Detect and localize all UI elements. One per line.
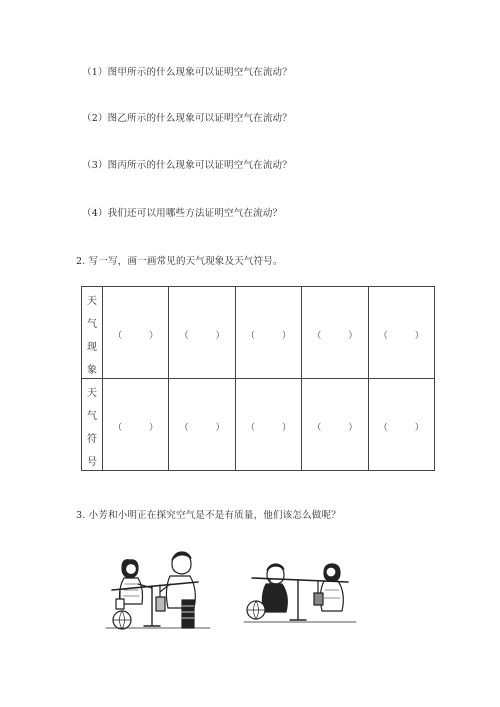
section-2-title: 2. 写一写，画一画常见的天气现象及天气符号。 bbox=[76, 256, 283, 267]
label-char: 气 bbox=[87, 411, 97, 422]
phenomenon-cell[interactable] bbox=[235, 287, 301, 379]
phenomenon-cell[interactable] bbox=[169, 287, 235, 379]
blank-parentheses: （ ） bbox=[113, 331, 159, 341]
question-4: （4）我们还可以用哪些方法证明空气在流动？ bbox=[82, 208, 283, 219]
label-char: 天 bbox=[87, 388, 97, 399]
question-1: （1）图甲所示的什么现象可以证明空气在流动？ bbox=[82, 67, 292, 78]
blank-parentheses: （ ） bbox=[113, 423, 159, 433]
label-char: 号 bbox=[87, 457, 97, 468]
illustration-children-balance-left bbox=[100, 540, 220, 632]
symbol-cell[interactable] bbox=[302, 379, 368, 471]
weather-phenomenon-row bbox=[82, 287, 435, 379]
weather-symbol-label bbox=[82, 379, 103, 471]
illustration-children-balance-right bbox=[240, 550, 360, 630]
weather-table bbox=[81, 286, 435, 471]
question-3: （3）图丙所示的什么现象可以证明空气在流动？ bbox=[82, 160, 292, 171]
question-2: （2）图乙所示的什么现象可以证明空气在流动？ bbox=[82, 113, 292, 124]
symbol-cell[interactable] bbox=[235, 379, 301, 471]
symbol-cell[interactable] bbox=[169, 379, 235, 471]
blank-parentheses: （ ） bbox=[245, 423, 291, 433]
phenomenon-cell[interactable] bbox=[103, 287, 169, 379]
section-3-title: 3. 小芳和小明正在探究空气是不是有质量，他们该怎么做呢？ bbox=[76, 510, 341, 521]
label-char: 象 bbox=[87, 365, 97, 376]
symbol-cell[interactable] bbox=[103, 379, 169, 471]
label-char: 天 bbox=[87, 296, 97, 307]
phenomenon-cell[interactable] bbox=[302, 287, 368, 379]
blank-parentheses: （ ） bbox=[312, 331, 358, 341]
blank-parentheses: （ ） bbox=[245, 331, 291, 341]
phenomenon-cell[interactable] bbox=[368, 287, 434, 379]
label-char: 现 bbox=[87, 342, 97, 353]
label-char: 气 bbox=[87, 319, 97, 330]
blank-parentheses: （ ） bbox=[378, 331, 424, 341]
blank-parentheses: （ ） bbox=[179, 423, 225, 433]
blank-parentheses: （ ） bbox=[312, 423, 358, 433]
label-char: 符 bbox=[87, 434, 97, 445]
blank-parentheses: （ ） bbox=[179, 331, 225, 341]
weather-symbol-row bbox=[82, 379, 435, 471]
symbol-cell[interactable] bbox=[368, 379, 434, 471]
blank-parentheses: （ ） bbox=[378, 423, 424, 433]
weather-phenomenon-label bbox=[82, 287, 103, 379]
